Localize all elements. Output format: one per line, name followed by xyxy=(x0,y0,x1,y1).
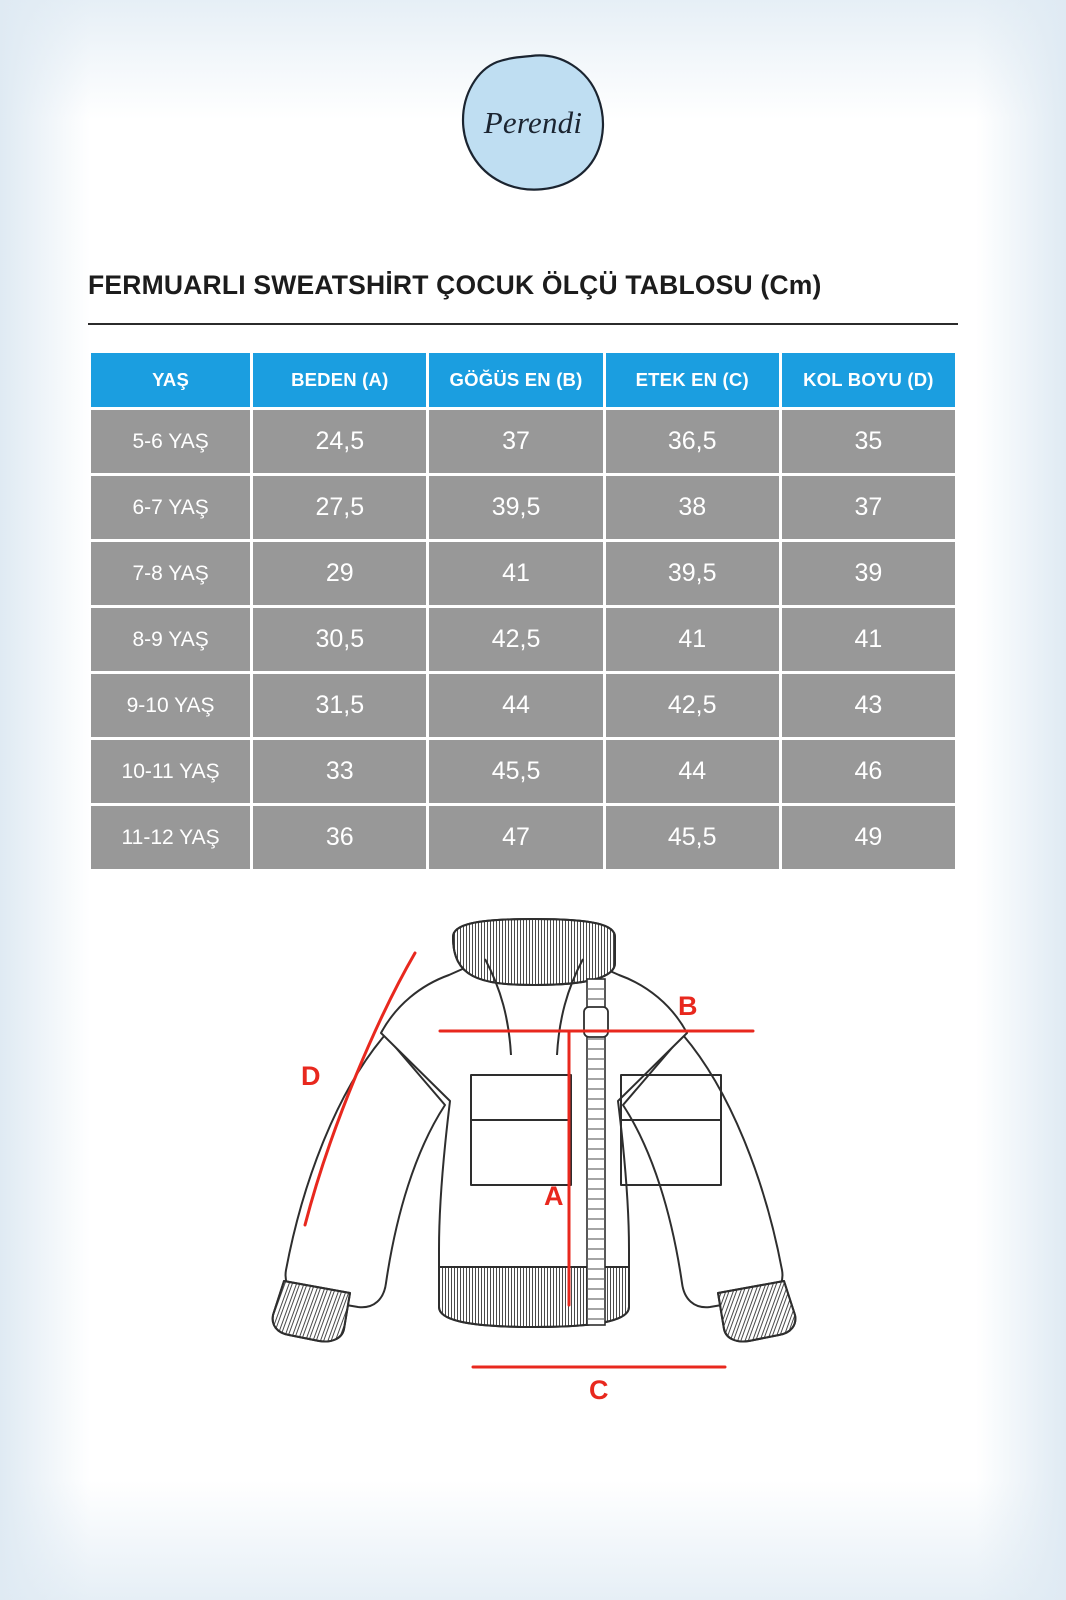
page-title: FERMUARLI SWEATSHİRT ÇOCUK ÖLÇÜ TABLOSU (Cm) xyxy=(88,270,822,300)
column-header-gogus-b: GÖĞÜS EN (B) xyxy=(429,353,602,407)
cell-age: 6-7 YAŞ xyxy=(91,476,250,539)
table-row xyxy=(91,740,955,803)
label-c: C xyxy=(589,1375,609,1405)
size-table xyxy=(88,350,958,872)
cell-beden: 30,5 xyxy=(253,608,426,671)
cell-age: 11-12 YAŞ xyxy=(91,806,250,869)
cell-etek: 41 xyxy=(606,608,779,671)
title-divider xyxy=(88,323,958,325)
cell-kolboyu: 46 xyxy=(782,740,955,803)
column-header-etek-c: ETEK EN (C) xyxy=(606,353,779,407)
cell-beden: 31,5 xyxy=(253,674,426,737)
table-row xyxy=(91,410,955,473)
cell-kolboyu: 41 xyxy=(782,608,955,671)
cell-gogus: 45,5 xyxy=(429,740,602,803)
label-a: A xyxy=(544,1181,564,1211)
cell-beden: 27,5 xyxy=(253,476,426,539)
cell-kolboyu: 37 xyxy=(782,476,955,539)
cell-age: 9-10 YAŞ xyxy=(91,674,250,737)
column-header-kolboyu-d: KOL BOYU (D) xyxy=(782,353,955,407)
table-header-row xyxy=(91,353,955,407)
cell-age: 10-11 YAŞ xyxy=(91,740,250,803)
cell-etek: 45,5 xyxy=(606,806,779,869)
jacket-body xyxy=(273,919,796,1342)
cell-gogus: 37 xyxy=(429,410,602,473)
cell-kolboyu: 49 xyxy=(782,806,955,869)
table-row xyxy=(91,806,955,869)
label-d: D xyxy=(301,1061,321,1091)
cell-gogus: 44 xyxy=(429,674,602,737)
cell-kolboyu: 35 xyxy=(782,410,955,473)
cell-etek: 38 xyxy=(606,476,779,539)
cell-gogus: 47 xyxy=(429,806,602,869)
cell-beden: 36 xyxy=(253,806,426,869)
brand-logo xyxy=(0,48,1066,198)
cell-etek: 42,5 xyxy=(606,674,779,737)
table-row xyxy=(91,542,955,605)
cell-gogus: 41 xyxy=(429,542,602,605)
cell-age: 7-8 YAŞ xyxy=(91,542,250,605)
garment-diagram xyxy=(0,915,1066,1445)
cell-etek: 39,5 xyxy=(606,542,779,605)
cell-age: 8-9 YAŞ xyxy=(91,608,250,671)
column-header-age: YAŞ xyxy=(91,353,250,407)
table-row xyxy=(91,674,955,737)
brand-name: Perendi xyxy=(483,105,583,140)
cell-gogus: 39,5 xyxy=(429,476,602,539)
table-row xyxy=(91,608,955,671)
cell-kolboyu: 43 xyxy=(782,674,955,737)
sweatshirt-illustration xyxy=(153,915,913,1435)
cell-age: 5-6 YAŞ xyxy=(91,410,250,473)
cell-beden: 33 xyxy=(253,740,426,803)
cell-etek: 36,5 xyxy=(606,410,779,473)
logo-blob-shape xyxy=(457,52,609,194)
table-row xyxy=(91,476,955,539)
column-header-beden-a: BEDEN (A) xyxy=(253,353,426,407)
cell-beden: 29 xyxy=(253,542,426,605)
cell-etek: 44 xyxy=(606,740,779,803)
cell-beden: 24,5 xyxy=(253,410,426,473)
cell-gogus: 42,5 xyxy=(429,608,602,671)
label-b: B xyxy=(678,991,698,1021)
cell-kolboyu: 39 xyxy=(782,542,955,605)
